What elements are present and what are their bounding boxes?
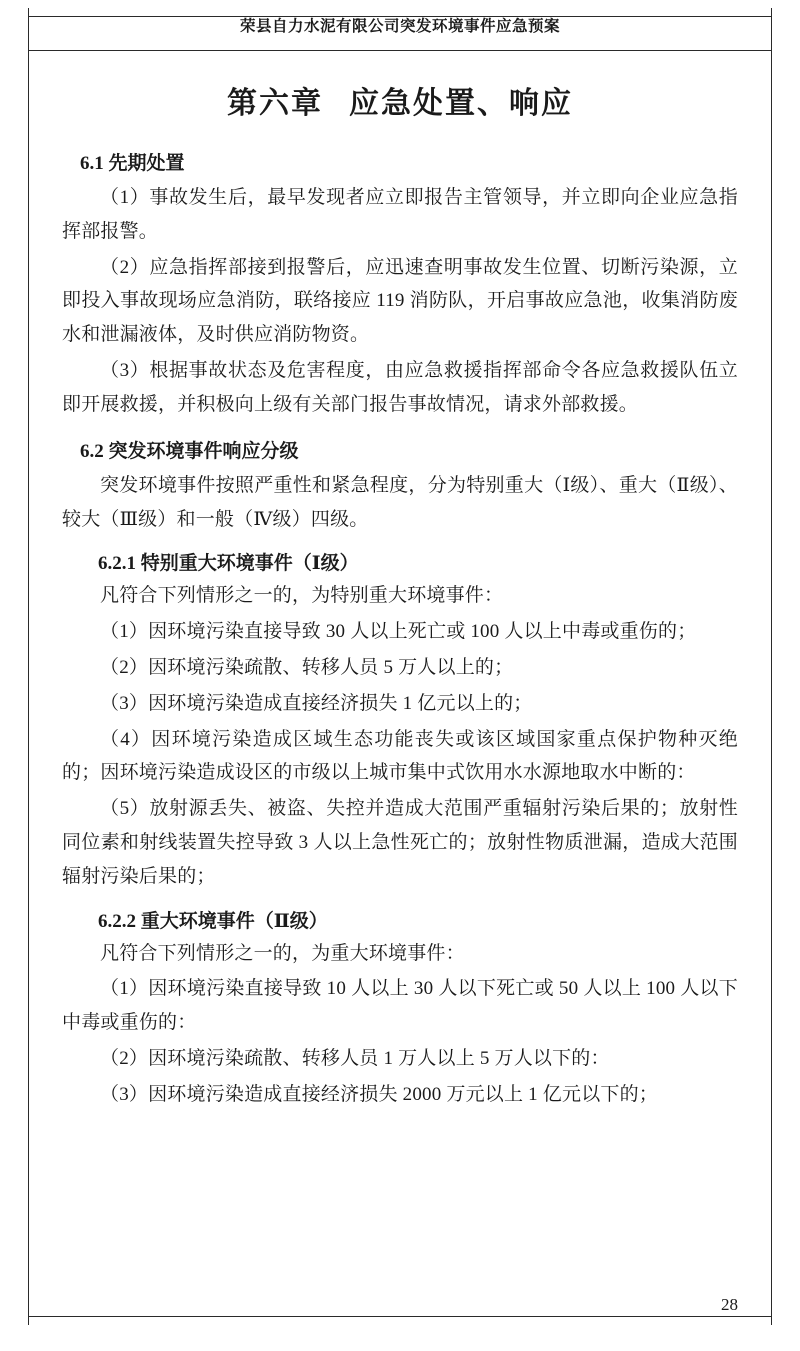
section-heading-6-2-1: 6.2.1 特别重大环境事件（Ⅰ级） [98,553,359,575]
page-header-title: 荣县自力水泥有限公司突发环境事件应急预案 [239,18,560,35]
chapter-title [62,78,738,122]
paragraph: （4）因环境污染造成区域生态功能丧失或该区域国家重点保护物种灭绝的；因环境污染造成设区的市级以上城市集中式饮用水水源地取水中断的： [62,728,738,784]
paragraph: （2）因环境污染疏散、转移人员 1 万人以上 5 万人以下的： [100,1048,610,1070]
paragraph: 突发环境事件按照严重性和紧急程度，分为特别重大（Ⅰ级）、重大（Ⅱ级）、较大（Ⅲ级）和一般（Ⅳ级）四级。 [62,474,738,530]
paragraph: （1）事故发生后，最早发现者应立即报告主管领导，并立即向企业应急指挥部报警。 [62,187,738,242]
page-border-left [28,8,29,1325]
paragraph: 凡符合下列情形之一的，为特别重大环境事件： [100,585,504,607]
paragraph: （3）因环境污染造成直接经济损失 1 亿元以上的； [100,692,533,714]
section-heading-6-1: 6.1 先期处置 [80,153,185,174]
paragraph: （2）应急指挥部接到报警后，应迅速查明事故发生位置、切断污染源，立即投入事故现场应急消防，联络接应 119 消防队，开启事故应急池，收集消防废水和泄漏液体，及时供应消防物资。 [62,256,738,346]
paragraph: 凡符合下列情形之一的，为重大环境事件： [100,942,465,964]
section-heading-6-2: 6.2 突发环境事件响应分级 [80,440,299,462]
paragraph: （3）根据事故状态及危害程度，由应急救援指挥部命令各应急救援队伍立即开展救援，并积极向上级有关部门报告事故情况，请求外部救援。 [62,360,738,415]
paragraph: （1）因环境污染直接导致 10 人以上 30 人以下死亡或 50 人以上 100 人以下中毒或重伤的： [62,978,738,1034]
document-body [62,42,738,1112]
chapter-title-left: 第六章 [227,87,323,120]
chapter-title-right: 应急处置、响应 [349,87,573,120]
page-border-right [771,8,772,1325]
paragraph: （1）因环境污染直接导致 30 人以上死亡或 100 人以上中毒或重伤的； [100,621,697,643]
paragraph: （2）因环境污染疏散、转移人员 5 万人以上的； [100,656,514,678]
page-border-top [28,16,772,17]
page-number: 28 [721,1295,738,1314]
page-border-bottom [28,1316,772,1317]
paragraph: （3）因环境污染造成直接经济损失 2000 万元以上 1 亿元以下的； [100,1083,659,1105]
paragraph: （5）放射源丢失、被盗、失控并造成大范围严重辐射污染后果的；放射性同位素和射线装置失控导致 3 人以上急性死亡的；放射性物质泄漏，造成大范围辐射污染后果的； [62,798,738,887]
section-heading-6-2-2: 6.2.2 重大环境事件（Ⅱ级） [98,910,328,932]
